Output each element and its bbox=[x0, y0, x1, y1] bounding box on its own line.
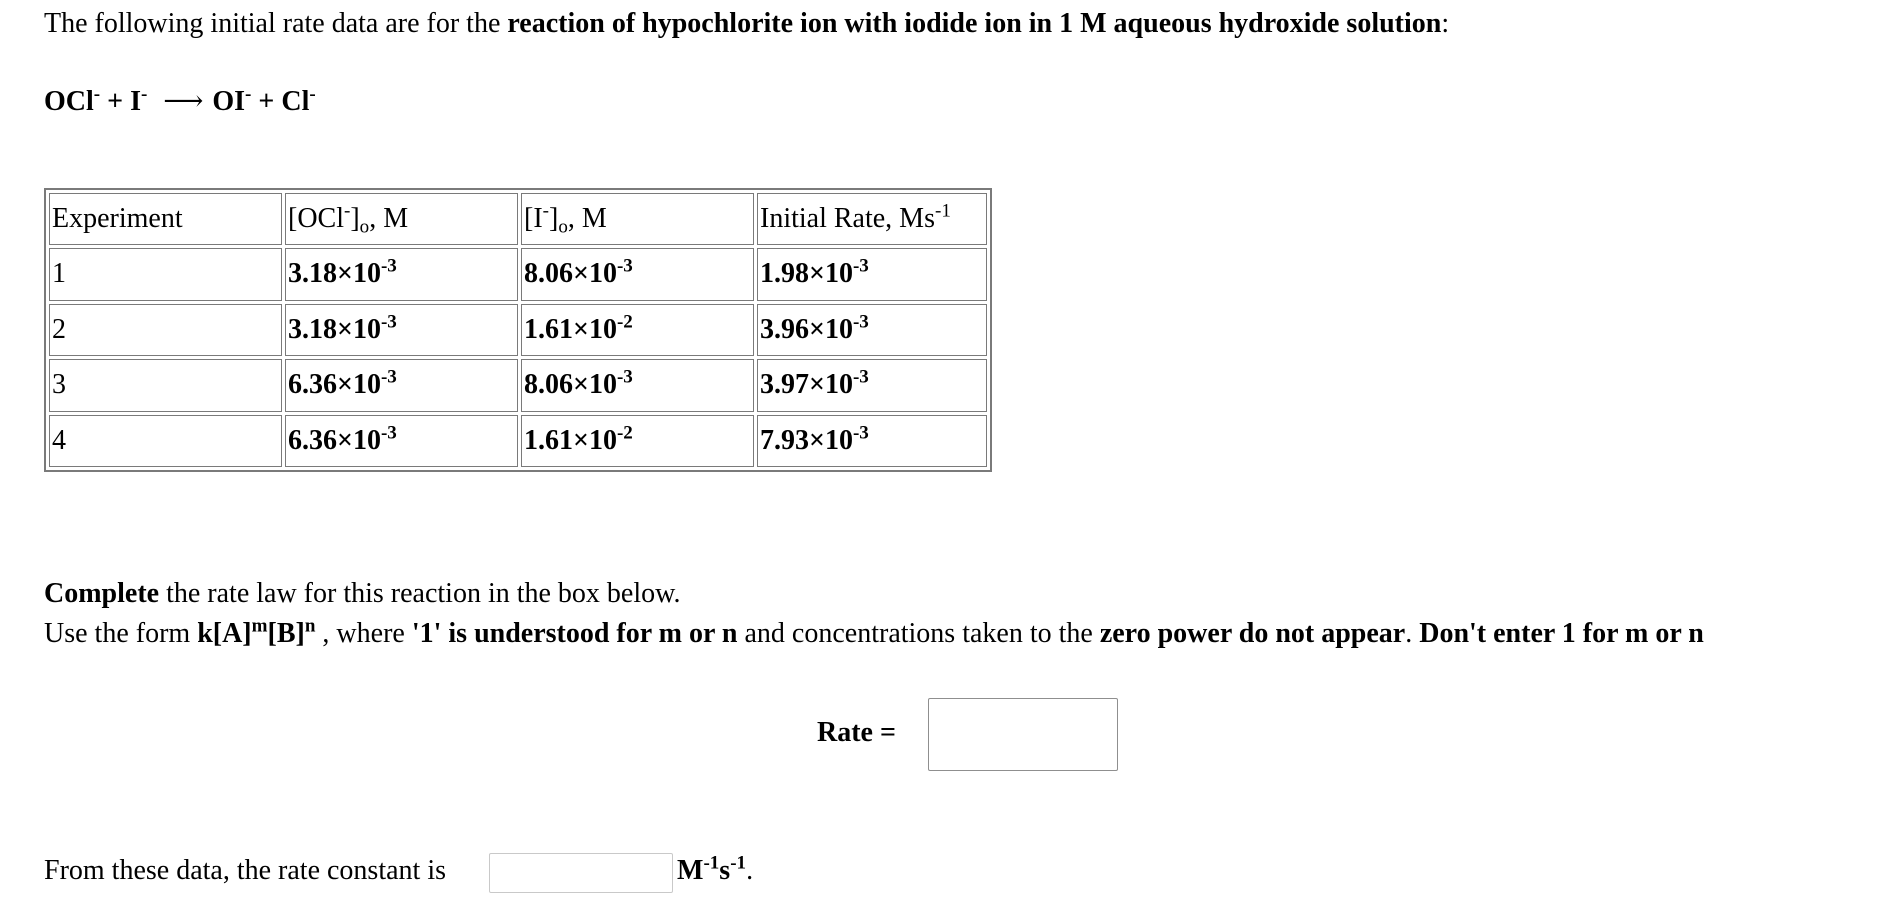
cell-rate-mantissa: 1.98×10 bbox=[760, 258, 853, 290]
intro-prefix: The following initial rate data are for the bbox=[44, 8, 508, 39]
header-iodide-sub: o bbox=[558, 216, 568, 238]
cell-ocl-exp: -3 bbox=[380, 311, 397, 333]
product-cl: Cl bbox=[281, 86, 310, 117]
header-ocl-close: ] bbox=[350, 203, 360, 234]
unit-period: . bbox=[746, 855, 754, 886]
instruction-dont-enter-one: Don't enter 1 for m or n bbox=[1419, 618, 1704, 649]
form-ka: k[A] bbox=[197, 618, 252, 649]
instruction-line-1-text: the rate law for this reaction in the box below. bbox=[159, 578, 681, 609]
rate-label: Rate = bbox=[817, 717, 896, 748]
cell-iodide-exp: -3 bbox=[616, 366, 633, 388]
header-ocl-charge: - bbox=[344, 200, 351, 222]
instruction-complete-bold: Complete bbox=[44, 578, 160, 609]
instruction-concentrations: and concentrations taken to the bbox=[737, 618, 1100, 649]
cell-experiment: 2 bbox=[49, 304, 282, 357]
cell-ocl-exp: -3 bbox=[380, 422, 397, 444]
rate-law-form bbox=[197, 615, 316, 649]
instruction-zero-power: zero power do not appear bbox=[1099, 618, 1406, 649]
cell-ocl bbox=[285, 359, 518, 412]
instruction-line-2 bbox=[44, 615, 1704, 650]
header-experiment-label: Experiment bbox=[52, 203, 183, 234]
cell-ocl-mantissa: 3.18×10 bbox=[288, 258, 381, 290]
intro-bold: reaction of hypochlorite ion with iodide ion in 1 M aqueous hydroxide solution bbox=[507, 8, 1442, 39]
intro-suffix: : bbox=[1441, 8, 1450, 39]
cell-rate-exp: -3 bbox=[852, 366, 869, 388]
cell-rate-mantissa: 3.97×10 bbox=[760, 369, 853, 401]
cell-iodide-mantissa: 1.61×10 bbox=[524, 424, 617, 456]
cell-rate bbox=[757, 304, 987, 357]
cell-iodide-exp: -2 bbox=[616, 311, 633, 333]
form-exp-m: m bbox=[251, 615, 268, 637]
cell-ocl bbox=[285, 304, 518, 357]
rate-data-table bbox=[44, 188, 992, 472]
form-exp-n: n bbox=[304, 615, 316, 637]
cell-rate bbox=[757, 359, 987, 412]
reactant-ocl-charge: - bbox=[93, 83, 101, 105]
cell-iodide-exp: -3 bbox=[616, 255, 633, 277]
cell-iodide bbox=[521, 248, 754, 301]
table-row bbox=[49, 248, 987, 301]
rate-constant-unit bbox=[677, 852, 754, 887]
unit-m: M bbox=[677, 855, 704, 886]
table-header-row bbox=[49, 193, 987, 245]
cell-rate bbox=[757, 248, 987, 301]
header-rate-exp: -1 bbox=[934, 200, 951, 222]
instruction-where: , where bbox=[315, 618, 412, 649]
cell-rate-mantissa: 7.93×10 bbox=[760, 424, 853, 456]
header-iodide-close: ] bbox=[549, 203, 559, 234]
unit-m-exp: -1 bbox=[703, 852, 720, 874]
cell-ocl bbox=[285, 415, 518, 468]
cell-experiment: 1 bbox=[49, 248, 282, 301]
header-iodide-concentration bbox=[521, 193, 754, 245]
product-oi-charge: - bbox=[245, 83, 252, 105]
cell-iodide-mantissa: 8.06×10 bbox=[524, 258, 617, 290]
cell-experiment: 4 bbox=[49, 415, 282, 468]
unit-s-exp: -1 bbox=[730, 852, 747, 874]
table-row bbox=[49, 304, 987, 357]
header-ocl-sub: o bbox=[359, 216, 370, 238]
cell-rate-exp: -3 bbox=[852, 311, 869, 333]
header-iodide-charge: - bbox=[542, 200, 549, 222]
reactant-iodide-charge: - bbox=[141, 83, 148, 105]
cell-rate bbox=[757, 415, 987, 468]
cell-rate-exp: -3 bbox=[852, 422, 869, 444]
reactant-iodide: I bbox=[130, 86, 141, 117]
rate-constant-input[interactable] bbox=[489, 853, 673, 893]
cell-rate-mantissa: 3.96×10 bbox=[760, 313, 853, 345]
instruction-line-1 bbox=[44, 578, 681, 610]
intro-text bbox=[44, 8, 1449, 40]
header-ocl-unit: , M bbox=[369, 203, 409, 234]
cell-experiment: 3 bbox=[49, 359, 282, 412]
reaction-equation bbox=[44, 84, 316, 118]
cell-ocl-mantissa: 6.36×10 bbox=[288, 369, 381, 401]
rate-constant-label: From these data, the rate constant is bbox=[44, 855, 446, 886]
header-ocl-open: [OCl bbox=[288, 203, 344, 234]
product-cl-charge: - bbox=[309, 83, 316, 105]
form-b: [B] bbox=[267, 618, 305, 649]
instruction-period: . bbox=[1405, 618, 1420, 649]
cell-iodide bbox=[521, 415, 754, 468]
cell-iodide-mantissa: 8.06×10 bbox=[524, 369, 617, 401]
cell-iodide-exp: -2 bbox=[616, 422, 633, 444]
reaction-arrow-icon: ⟶ bbox=[163, 86, 204, 117]
header-iodide-open: [I bbox=[524, 203, 543, 234]
cell-ocl-mantissa: 6.36×10 bbox=[288, 424, 381, 456]
table-row bbox=[49, 359, 987, 412]
rate-law-input[interactable] bbox=[928, 698, 1118, 771]
cell-rate-exp: -3 bbox=[852, 255, 869, 277]
table-row bbox=[49, 415, 987, 468]
cell-iodide bbox=[521, 304, 754, 357]
header-initial-rate bbox=[757, 193, 987, 245]
header-iodide-unit: , M bbox=[567, 203, 607, 234]
reactant-ocl: OCl bbox=[44, 86, 94, 117]
cell-ocl bbox=[285, 248, 518, 301]
unit-s: s bbox=[719, 855, 731, 886]
cell-ocl-exp: -3 bbox=[380, 366, 397, 388]
header-experiment bbox=[49, 193, 282, 245]
plus-sign: + bbox=[251, 86, 282, 117]
cell-iodide bbox=[521, 359, 754, 412]
instruction-use-form: Use the form bbox=[44, 618, 198, 649]
cell-iodide-mantissa: 1.61×10 bbox=[524, 313, 617, 345]
instruction-one-understood: '1' is understood for m or n bbox=[411, 618, 738, 649]
cell-ocl-mantissa: 3.18×10 bbox=[288, 313, 381, 345]
plus-sign: + bbox=[100, 86, 131, 117]
header-rate-label: Initial Rate, Ms bbox=[760, 203, 935, 234]
product-oi: OI bbox=[212, 86, 246, 117]
header-ocl-concentration bbox=[285, 193, 518, 245]
cell-ocl-exp: -3 bbox=[380, 255, 397, 277]
